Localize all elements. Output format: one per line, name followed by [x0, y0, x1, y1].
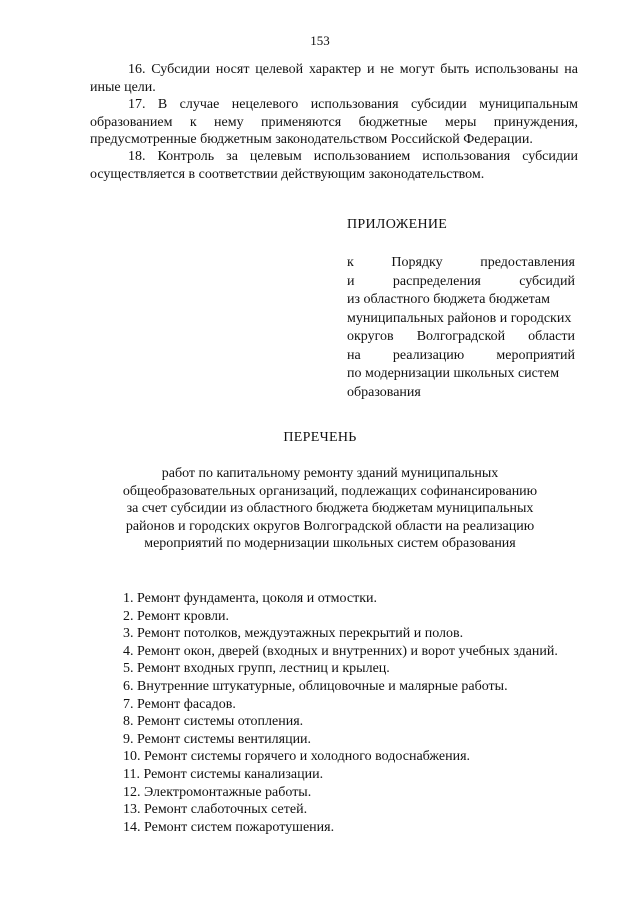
appendix-line-1	[347, 254, 575, 273]
paragraph-17-line-2: образованием к нему применяются бюджетные меры принуждения,	[90, 114, 578, 130]
appendix-line-2	[347, 273, 575, 292]
list-subtitle	[80, 465, 580, 553]
appendix-word: на	[347, 347, 361, 363]
paragraph-16-first-line: 16. Субсидии носят целевой характер и не могут быть использованы	[128, 62, 559, 77]
appendix-word: мероприятий	[496, 347, 575, 363]
appendix-line-3: из областного бюджета бюджетам	[347, 292, 550, 307]
appendix-word: Волгоградской	[416, 329, 506, 344]
list-item: 10. Ремонт системы горячего и холодного водоснабжения.	[123, 749, 471, 765]
appendix-word: предоставления	[480, 255, 575, 270]
list-item: 1. Ремонт фундамента, цоколя и отмостки.	[123, 591, 377, 606]
list-item: 14. Ремонт систем пожаротушения.	[123, 819, 335, 835]
appendix-word: распределения	[392, 273, 481, 289]
list-item: 3. Ремонт потолков, междуэтажных перекрытий и полов.	[123, 626, 464, 642]
appendix-line-8: образования	[347, 384, 421, 400]
list-item: 11. Ремонт системы канализации.	[123, 766, 324, 782]
appendix-body	[347, 254, 575, 402]
appendix-word: округов	[347, 329, 394, 344]
paragraph-18	[90, 148, 578, 183]
list-item: 13. Ремонт слаботочных сетей.	[123, 802, 308, 818]
appendix-word: субсидий	[519, 273, 575, 289]
list-subtitle-line: мероприятий по модернизации школьных систем образования	[144, 536, 516, 551]
list-item: 12. Электромонтажные работы.	[123, 784, 312, 800]
list-item: 4. Ремонт окон, дверей (входных и внутренних) и ворот учебных зданий.	[123, 643, 558, 659]
list-item: 7. Ремонт фасадов.	[123, 696, 236, 712]
appendix-line-4: муниципальных районов и городских	[347, 310, 572, 326]
appendix-title: ПРИЛОЖЕНИЕ	[347, 217, 448, 232]
works-list	[123, 590, 558, 836]
paragraph-18-first-line: 18. Контроль за целевым использованием использования субсидии	[128, 149, 578, 164]
list-item: 6. Внутренние штукатурные, облицовочные и малярные работы.	[123, 678, 508, 694]
paragraph-17-line-3: предусмотренные бюджетным законодательством Российской Федерации.	[90, 132, 533, 147]
list-item: 5. Ремонт входных групп, лестниц и крылец.	[123, 661, 390, 677]
paragraph-16-rest: на иные цели.	[90, 62, 579, 95]
paragraph-17	[90, 96, 578, 149]
appendix-word: области	[528, 329, 575, 344]
appendix-line-7: по модернизации школьных систем	[347, 366, 560, 381]
page-number: 153	[310, 33, 330, 48]
list-title: ПЕРЕЧЕНЬ	[283, 430, 357, 445]
list-subtitle-line: работ по капитальному ремонту зданий муниципальных	[161, 466, 499, 481]
appendix-word: Порядку	[391, 255, 443, 270]
appendix-line-5	[347, 328, 575, 347]
appendix-word: и	[347, 273, 355, 289]
list-item: 2. Ремонт кровли.	[123, 608, 229, 624]
paragraph-17-first-line: 17. В случае нецелевого использования субсидии муниципальным	[128, 97, 578, 112]
appendix-line-6	[347, 347, 575, 366]
list-subtitle-line: за счет субсидии из областного бюджета бюджетам муниципальных	[126, 501, 534, 516]
list-item: 9. Ремонт системы вентиляции.	[123, 731, 312, 747]
list-subtitle-line: районов и городских округов Волгоградской области на реализацию	[125, 518, 535, 534]
paragraph-18-rest: осуществляется в соответствии действующим законодательством.	[90, 166, 485, 182]
appendix-word: реализацию	[392, 347, 465, 363]
appendix-word: к	[347, 255, 354, 270]
list-item: 8. Ремонт системы отопления.	[123, 714, 304, 730]
paragraph-16	[90, 61, 578, 96]
list-subtitle-line: общеобразовательных организаций, подлежащих софинансированию	[122, 483, 538, 499]
